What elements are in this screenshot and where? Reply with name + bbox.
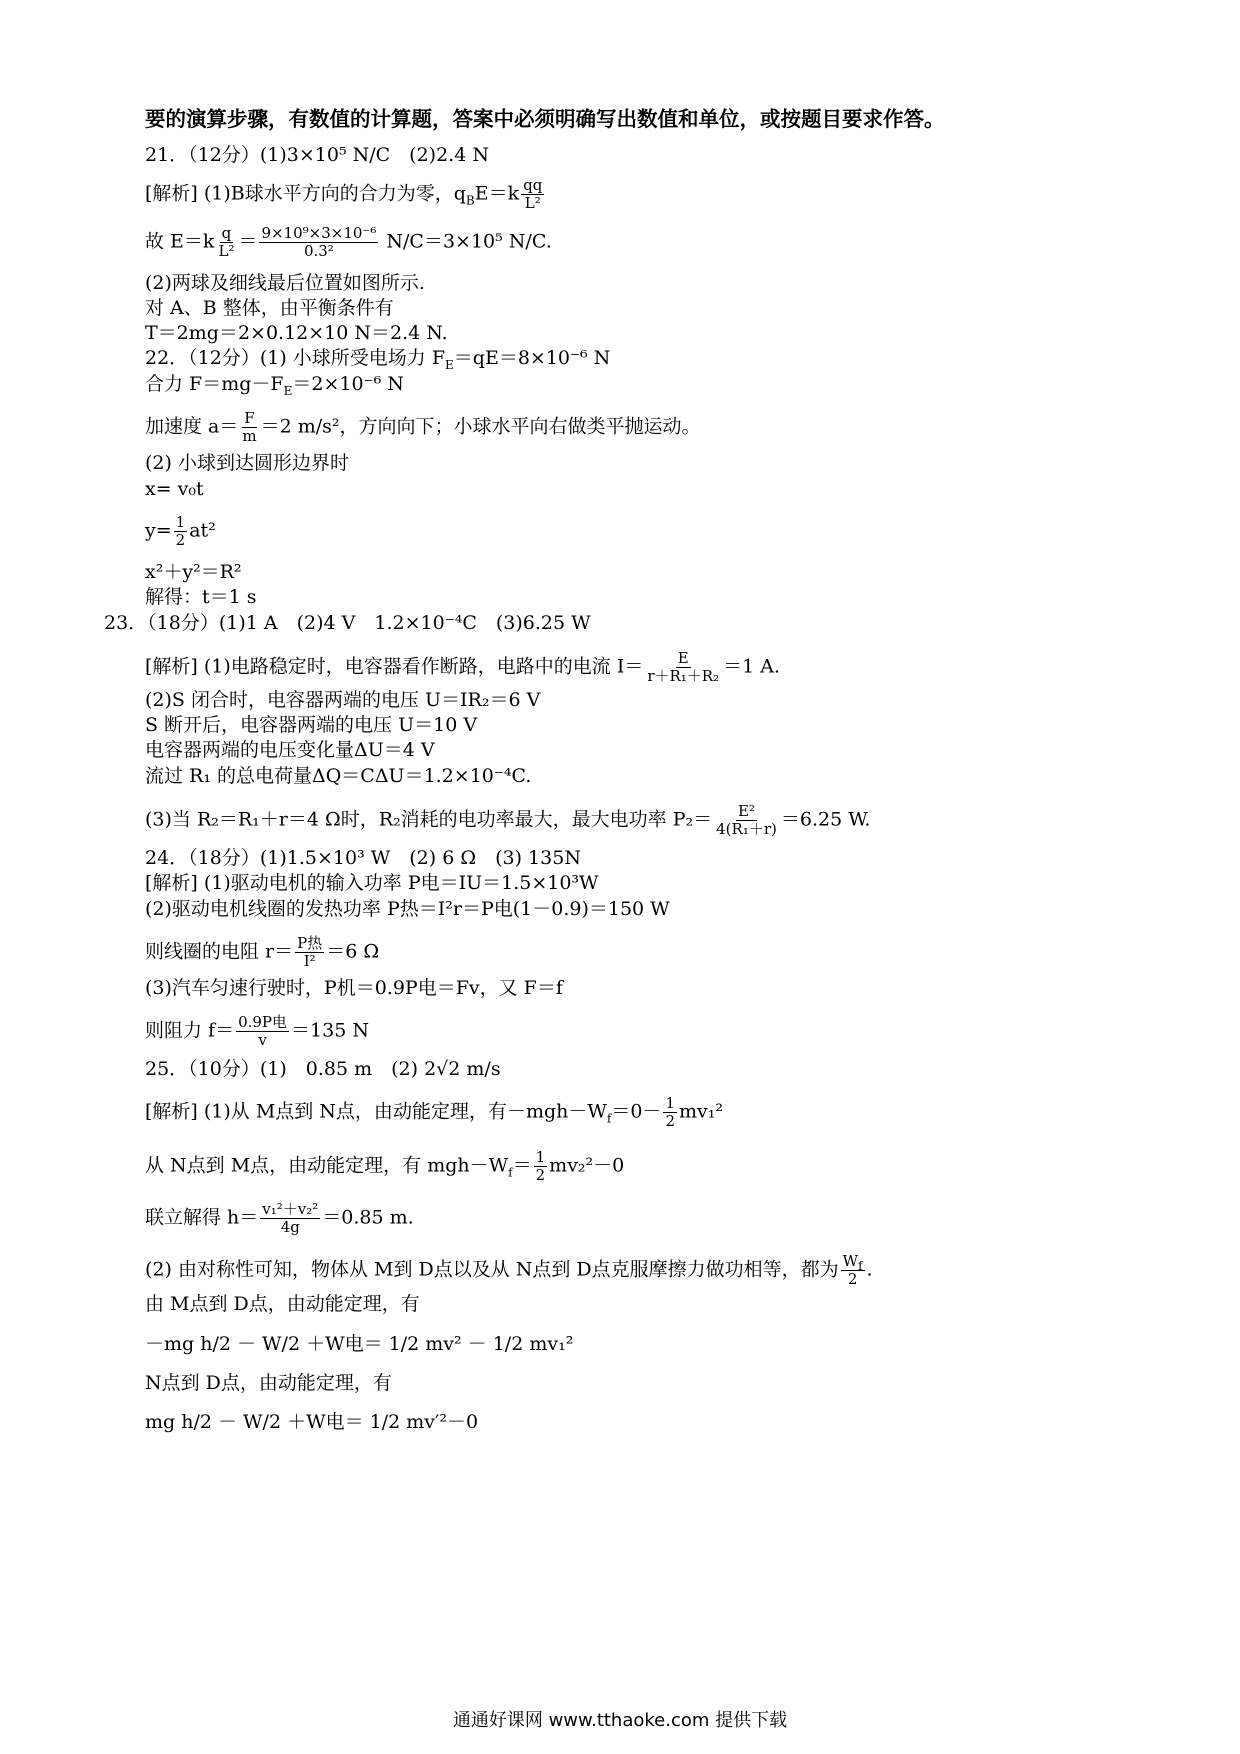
q23-line3: S 断开后，电容器两端的电压 U＝10 V — [145, 714, 478, 736]
q22-line1: 合力 $F=mg-F_E=2\times 10^{-6}$ N — [145, 373, 404, 398]
q23-head: 23．（18分）(1)1 A (2)4 V 1.2×10⁻⁴C (3)6.25 W — [104, 612, 591, 634]
q25-line7: N点到 D点，由动能定理，有 — [145, 1372, 392, 1394]
q24-line4: (3)汽车匀速行驶时，P机＝0.9P电＝Fv，又 F＝f — [145, 977, 563, 999]
q21-line1: [解析] (1)B球水平方向的合力为零，$q_BE=k$ $\frac{qq}{\text{L²}}$ — [145, 176, 543, 212]
q24-line1: [解析] (1)驱动电机的输入功率 P电＝IU＝1.5×10³W — [145, 872, 599, 894]
q25-line6: －mg h/2 － W/2 ＋W电＝ 1/2 mv² － 1/2 mv₁² — [145, 1333, 574, 1355]
q21-line2: 故 E＝k $\frac{q}{\text{L²}}$ ＝ $\frac{\text{9×10⁹×3×10⁻⁶}}{\text{0.3²}}$ N/C＝3×10⁵ N/C. — [145, 224, 552, 260]
page-footer: 通通好课网 www.tthaoke.com 提供下载 — [452, 1710, 788, 1731]
q25-line2: 从 N点到 M点，由动能定理，有 $mgh-W_f=$ $\frac{1}{2}$ mv₂²－0 — [145, 1148, 625, 1184]
q24-line5: 则阻力 f＝ $\frac{\text{0.9P电}}{v}$ ＝135 N — [145, 1013, 369, 1049]
q23-line1: [解析] (1)电路稳定时，电容器看作断路，电路中的电流 I＝ $\frac{E}{\text{r＋R₁＋R₂}}$ ＝1 A. — [145, 649, 781, 685]
q23-line2: (2)S 闭合时，电容器两端的电压 U＝IR₂＝6 V — [145, 689, 541, 711]
q23-line4: 电容器两端的电压变化量ΔU＝4 V — [145, 739, 435, 761]
q23-line5: 流过 R₁ 的总电荷量ΔQ＝CΔU＝1.2×10⁻⁴C. — [145, 765, 532, 787]
q24-head: 24．（18分）(1)1.5×10³ W (2) 6 Ω (3) 135N — [145, 847, 581, 869]
q25-line1: [解析] (1)从 M点到 N点，由动能定理，有$-mgh-W_f=0-$ $\frac{1}{2}$ mv₁² — [145, 1094, 723, 1130]
q25-line4: (2) 由对称性可知，物体从 M到 D点以及从 N点到 D点克服摩擦力做功相等，都为 $\frac{W_f}{2}$ . — [145, 1252, 873, 1288]
q25-head: 25．（10分）(1) 0.85 m (2) 2√2 m/s — [145, 1058, 501, 1080]
q21-line3: (2)两球及细线最后位置如图所示. — [145, 272, 425, 294]
q22-line2: 加速度 a＝ $\frac{F}{m}$ ＝2 m/s²，方向向下；小球水平向右做类平抛运动。 — [145, 409, 701, 445]
q24-line2: (2)驱动电机线圈的发热功率 P热＝I²r＝P电(1－0.9)＝150 W — [145, 898, 670, 920]
q22-line6: x²＋y²＝R² — [145, 561, 242, 583]
q22-line7: 解得：t＝1 s — [145, 586, 257, 608]
q21-line5: T＝2mg＝2×0.12×10 N＝2.4 N. — [145, 322, 448, 344]
q22-line5: y= $\frac{1}{2}$ at² — [145, 513, 216, 549]
q22-line4: x= v₀t — [145, 478, 204, 500]
q22-line3: (2) 小球到达圆形边界时 — [145, 452, 349, 474]
q22-head: 22．（12分）(1) 小球所受电场力 $F_E=qE=8\times 10^{-6}$ N — [145, 347, 611, 372]
header-note: 要的演算步骤，有数值的计算题，答案中必须明确写出数值和单位，或按题目要求作答。 — [145, 107, 945, 131]
q21-line4: 对 A、B 整体，由平衡条件有 — [145, 297, 394, 319]
q24-line3: 则线圈的电阻 r＝ $\frac{\text{P热}}{\text{I²}}$ ＝6 Ω — [145, 934, 380, 970]
q25-line5: 由 M点到 D点，由动能定理，有 — [145, 1293, 420, 1315]
q25-line3: 联立解得 h＝ $\frac{\text{v₁²＋v₂²}}{4g}$ ＝0.85 m. — [145, 1200, 414, 1236]
q23-line6: (3)当 R₂＝R₁＋r＝4 Ω时，R₂消耗的电功率最大，最大电功率 P₂＝ $\frac{\text{E²}}{\text{4(R₁＋r)}}$ ＝6.25 W. — [145, 802, 871, 838]
q21-head: 21．（12分）(1)3×10⁵ N/C (2)2.4 N — [145, 144, 489, 166]
q25-line8: mg h/2 － W/2 ＋W电＝ 1/2 mv′²－0 — [145, 1411, 479, 1433]
